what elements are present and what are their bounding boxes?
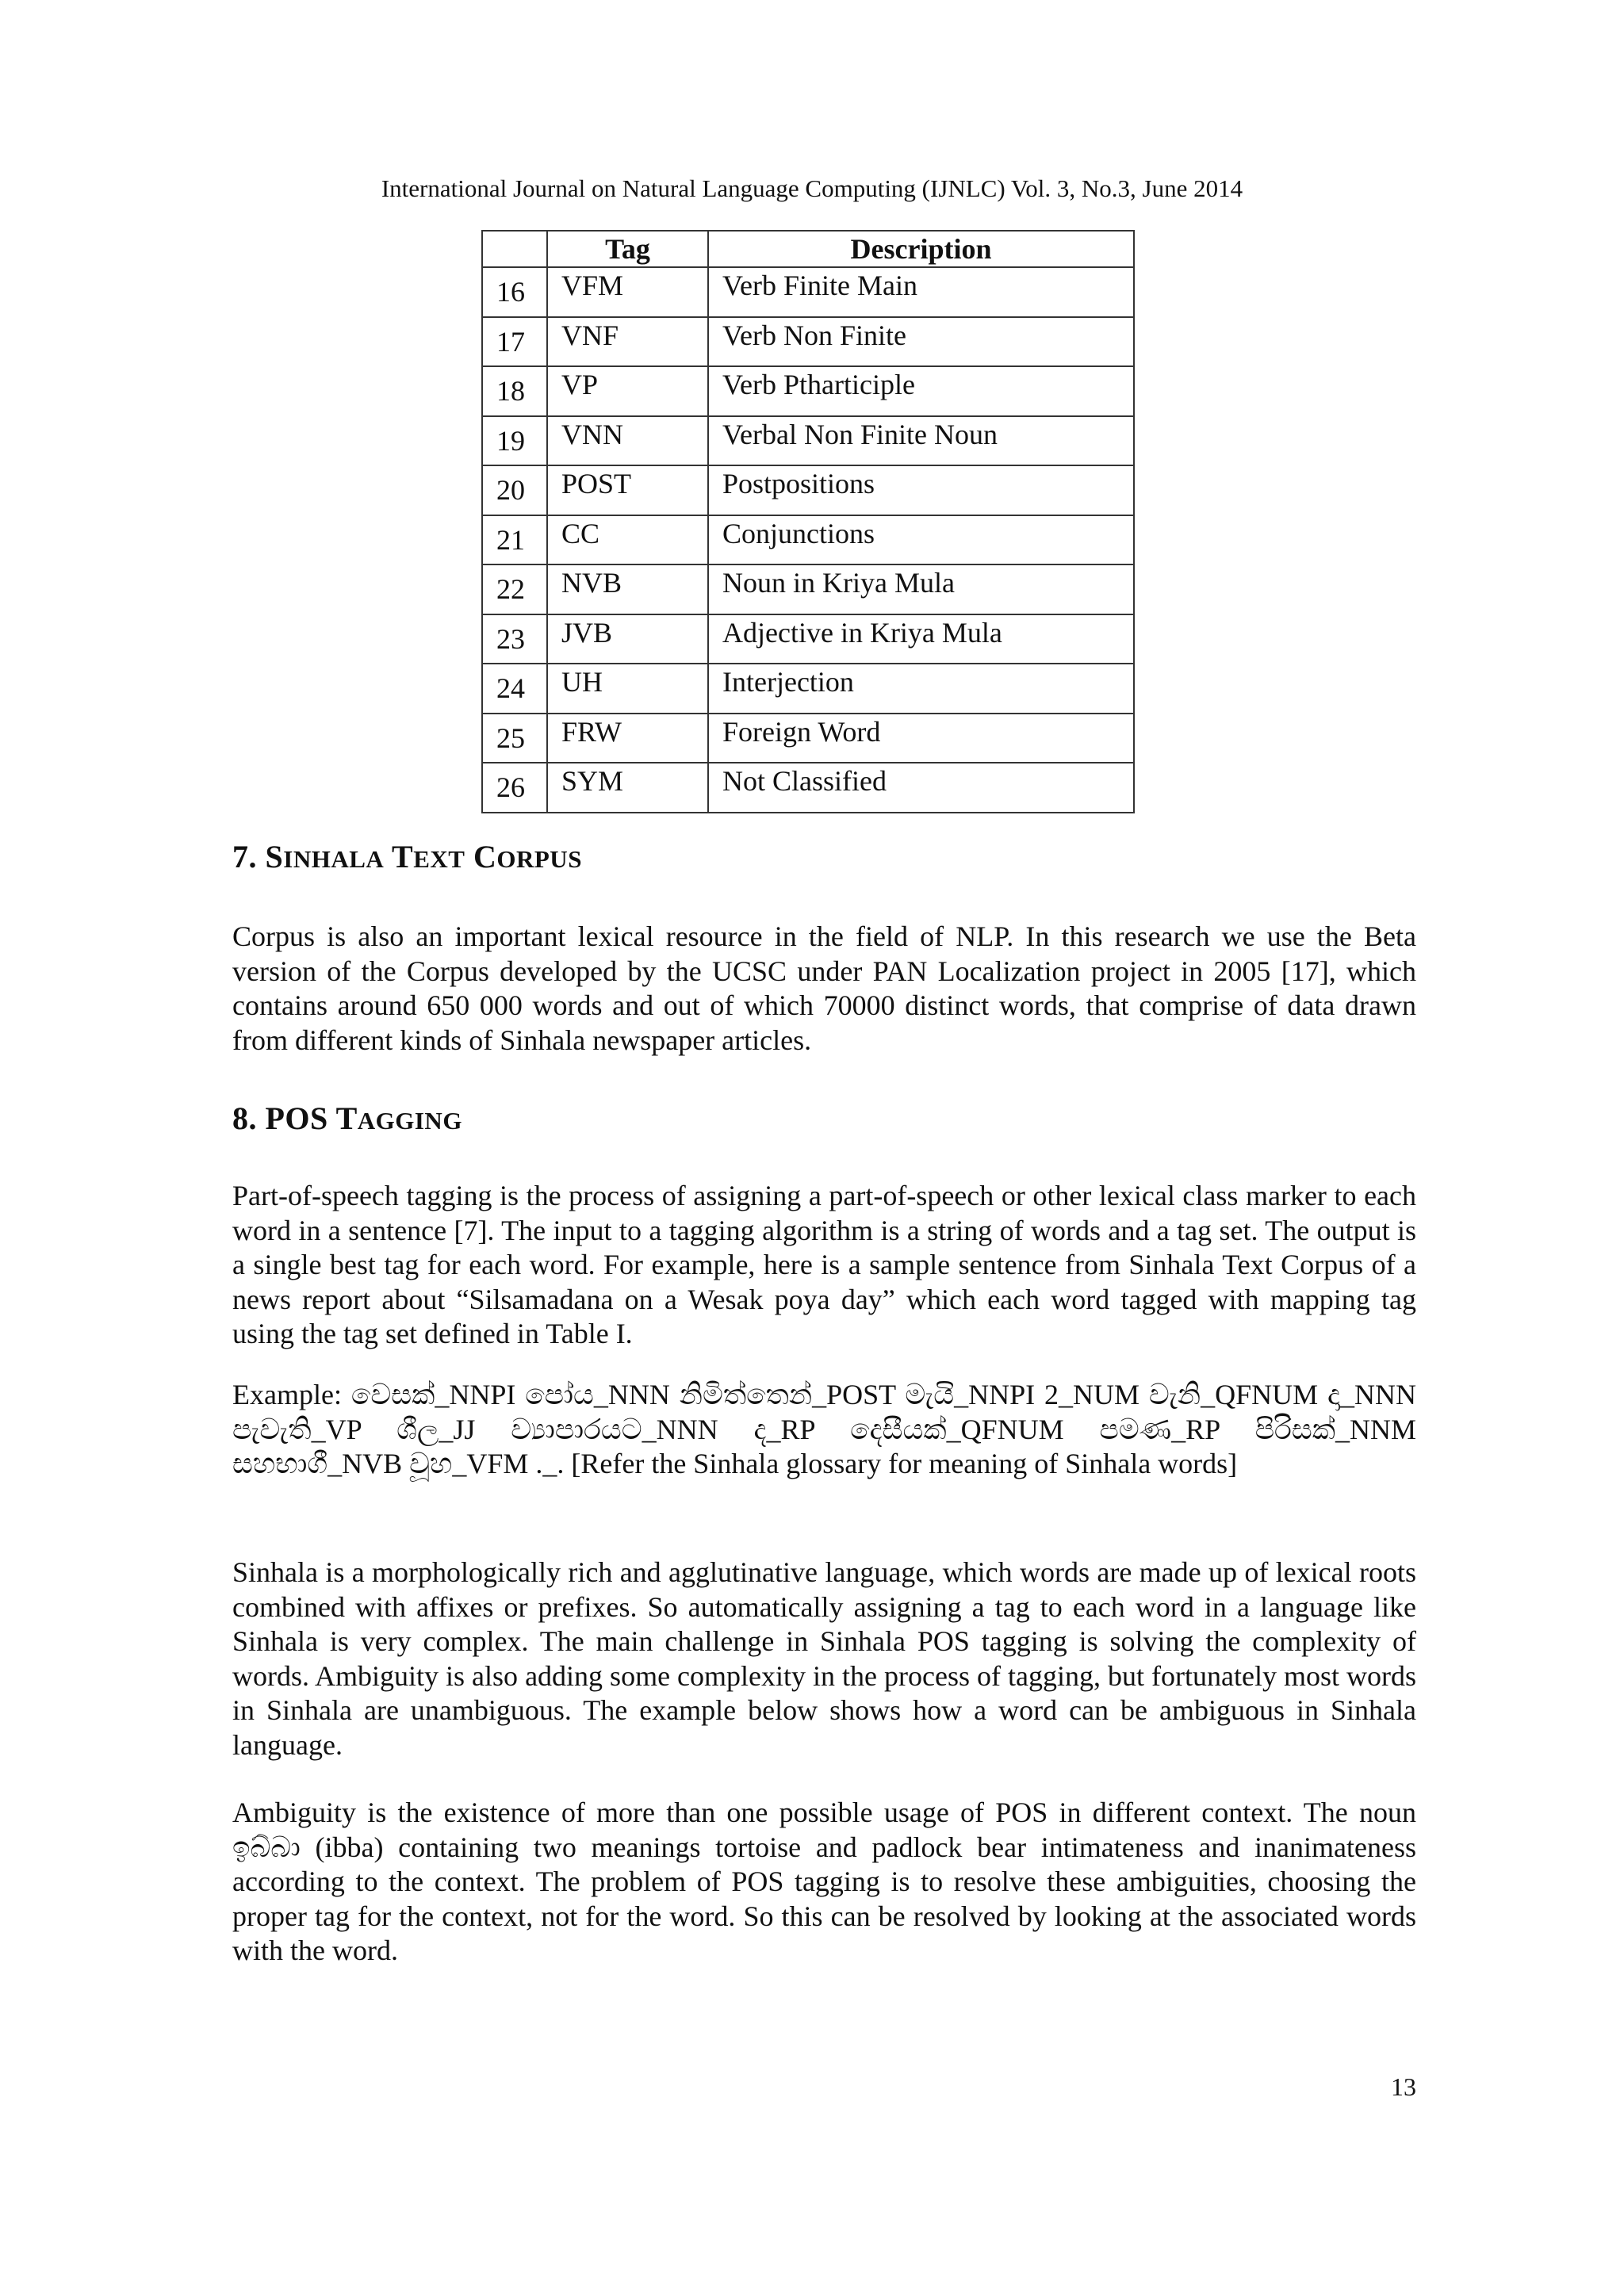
table-header-tag: Tag (547, 231, 708, 267)
table-cell-number: 19 (482, 416, 547, 466)
table-row (482, 664, 1134, 714)
table-cell-tag: SYM (547, 763, 708, 813)
table-row (482, 366, 1134, 416)
table-cell-tag: VP (547, 366, 708, 416)
table-header-description: Description (708, 231, 1134, 267)
section-8-paragraph-3: Ambiguity is the existence of more than one possible usage of POS in different context. The noun ඉබ්බා (ibba) containing two meanings tortoise and padlock bear intimateness and inanimateness according to the context. The problem of POS tagging is to resolve these ambiguities, choosing the proper tag for the context, not for the word. So this can be resolved by looking at the associated words with the word. (232, 1797, 1416, 1967)
heading-smallcaps: INHALA (283, 845, 385, 873)
section-number: 7. (232, 839, 257, 874)
table-cell-number: 24 (482, 664, 547, 714)
table-header-number (482, 231, 547, 267)
table-row (482, 763, 1134, 813)
running-head: International Journal on Natural Language Computing (IJNLC) Vol. 3, No.3, June 2014 (381, 174, 1243, 202)
table-cell-description: Not Classified (708, 763, 1134, 813)
table-cell-description: Adjective in Kriya Mula (708, 614, 1134, 664)
table-cell-description: Interjection (708, 664, 1134, 714)
sinhala-example: Example: වෙසක්_NNPI පෝය_NNN නිමිත්තෙන්_POST මැයි_NNPI 2_NUM වැනි_QFNUM දා_NNN පැවැති_VP ශීල_JJ ව්‍යාපාරයට_NNN ද_RP දෙසීයක්_QFNUM පමණ_RP පිරිසක්_NNM සහභාගී_NVB වූහ_VFM ._. [Refer the Sinhala glossary for meaning of Sinhala words] (232, 1379, 1416, 1480)
table-cell-tag: VNF (547, 317, 708, 367)
table-row (482, 714, 1134, 763)
table-cell-number: 17 (482, 317, 547, 367)
table-cell-tag: NVB (547, 564, 708, 614)
section-8-paragraph-2: Sinhala is a morphologically rich and agglutinative language, which words are made up of lexical roots combined with affixes or prefixes. So automatically assigning a tag to each word in a language like Sinhala is very complex. The main challenge in Sinhala POS tagging is solving the complexity of words. Ambiguity is also adding some complexity in the process of tagging, but fortunately most words in Sinhala are unambiguous. The example below shows how a word can be ambiguous in Sinhala language. (232, 1556, 1416, 1761)
table-cell-description: Postpositions (708, 465, 1134, 515)
table-cell-tag: JVB (547, 614, 708, 664)
table-cell-number: 16 (482, 267, 547, 317)
table-row (482, 416, 1134, 466)
section-7-paragraph: Corpus is also an important lexical resource in the field of NLP. In this research we use the Beta version of the Corpus developed by the UCSC under PAN Localization project in 2005 [17], which contains around 650 000 words and out of which 70000 distinct words, that comprise of data drawn from different kinds of Sinhala newspaper articles. (232, 920, 1416, 1056)
section-number: 8. (232, 1100, 257, 1136)
heading-initial: C (473, 839, 497, 874)
table-cell-description: Verb Finite Main (708, 267, 1134, 317)
table-cell-description: Noun in Kriya Mula (708, 564, 1134, 614)
tag-table (481, 230, 1135, 813)
table-cell-tag: CC (547, 515, 708, 565)
table-cell-tag: VFM (547, 267, 708, 317)
table-cell-number: 23 (482, 614, 547, 664)
heading-smallcaps: ORPUS (496, 845, 582, 873)
table-row (482, 267, 1134, 317)
page-number: 13 (1391, 2072, 1416, 2101)
table-row (482, 465, 1134, 515)
table-cell-tag: UH (547, 664, 708, 714)
table-header-row (482, 231, 1134, 267)
table-cell-number: 26 (482, 763, 547, 813)
table-cell-number: 20 (482, 465, 547, 515)
heading-smallcaps: EXT (413, 845, 465, 873)
table-cell-number: 21 (482, 515, 547, 565)
section-8-paragraph-1: Part-of-speech tagging is the process of assigning a part-of-speech or other lexical class marker to each word in a sentence [7]. The input to a tagging algorithm is a string of words and a tag set. The output is a single best tag for each word. For example, here is a sample sentence from Sinhala Text Corpus of a news report about “Silsamadana on a Wesak poya day” which each word tagged with mapping tag using the tag set defined in Table I. (232, 1180, 1416, 1350)
table-row (482, 317, 1134, 367)
table-cell-number: 25 (482, 714, 547, 763)
heading-initial: POS T (265, 1100, 358, 1136)
table-cell-description: Foreign Word (708, 714, 1134, 763)
table-row (482, 564, 1134, 614)
table-cell-tag: VNN (547, 416, 708, 466)
table-cell-tag: POST (547, 465, 708, 515)
heading-smallcaps: AGGING (357, 1107, 462, 1135)
heading-initial: T (392, 839, 414, 874)
table-cell-number: 22 (482, 564, 547, 614)
table-cell-tag: FRW (547, 714, 708, 763)
table-cell-description: Verb Ptharticiple (708, 366, 1134, 416)
table-row (482, 515, 1134, 565)
table-cell-description: Verb Non Finite (708, 317, 1134, 367)
table-cell-number: 18 (482, 366, 547, 416)
table-cell-description: Verbal Non Finite Noun (708, 416, 1134, 466)
table-row (482, 614, 1134, 664)
section-8-heading (232, 1099, 462, 1141)
section-7-heading (232, 837, 582, 879)
table-cell-description: Conjunctions (708, 515, 1134, 565)
heading-initial: S (265, 839, 284, 874)
